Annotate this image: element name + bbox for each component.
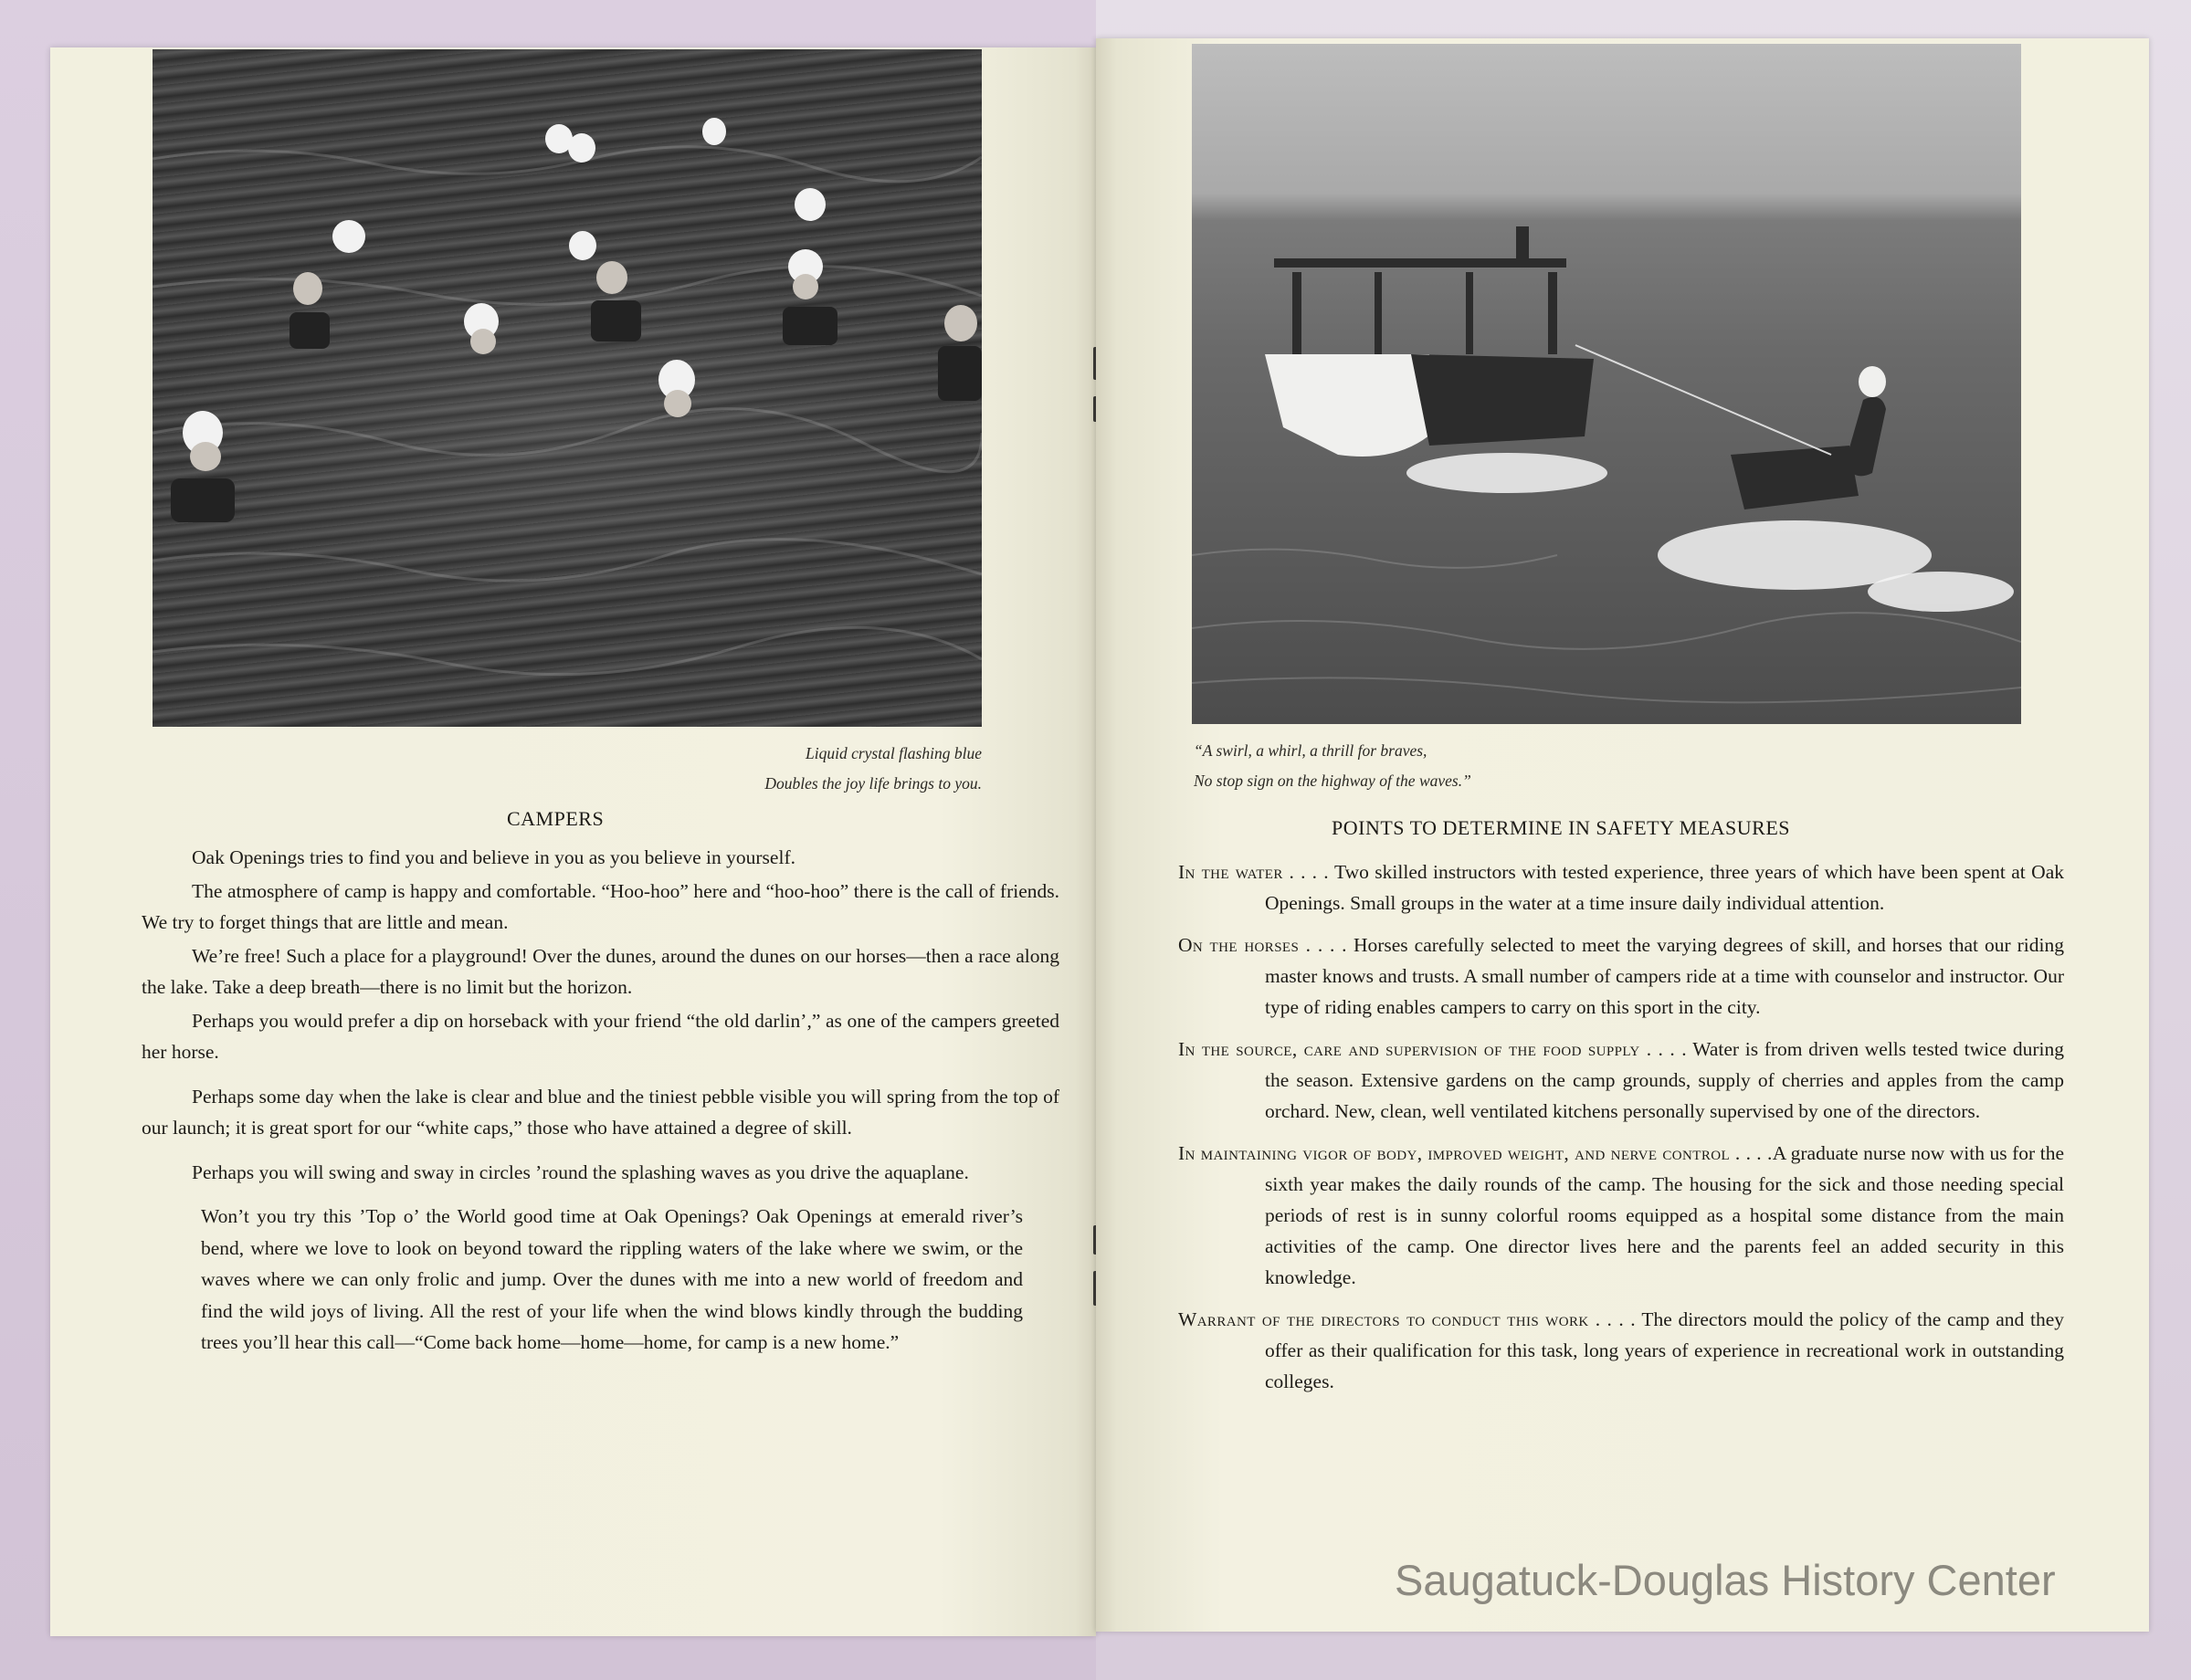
safety-item-health <box>1178 1138 2064 1293</box>
campers-heading: CAMPERS <box>507 807 605 830</box>
swimmers-caption <box>764 739 982 799</box>
item-lead: In maintaining vigor of body, improved weight, and nerve control . . . . <box>1178 1142 1773 1164</box>
item-text: Two skilled instructors with tested experience, three years of which have been spent at Oak Openings. Small groups in the water at a time insure daily individual attention. <box>1265 861 2064 914</box>
caption-line: Doubles the joy life brings to you. <box>764 774 982 793</box>
paragraph: Oak Openings tries to find you and believe in you as you believe in yourself. <box>192 846 795 868</box>
left-page <box>50 47 1096 1636</box>
paragraph: We’re free! Such a place for a playground! Over the dunes, around the dunes on our horses—then a race along the lake. Take a deep breath—there is no limit but the horizon. <box>142 944 1059 998</box>
item-lead: On the horses . . . . <box>1178 934 1347 956</box>
aquaplane-caption <box>1194 736 1471 796</box>
caption-line: No stop sign on the highway of the waves.” <box>1194 772 1471 790</box>
safety-item-horses <box>1178 929 2064 1023</box>
swimmers-illustration <box>153 49 982 727</box>
item-text: Horses carefully selected to meet the varying degrees of skill, and horses that our riding master knows and trusts. A small number of campers ride at a time with counselor and instructor. Our type of riding enables campers to carry on this sport in the city. <box>1265 934 2064 1018</box>
safety-item-water <box>1178 856 2064 919</box>
aquaplane-photo <box>1192 44 2021 724</box>
paragraph: Perhaps some day when the lake is clear and blue and the tiniest pebble visible you will spring from the top of our launch; it is great sport for our “white caps,” those who have attained a degree of skill. <box>142 1085 1059 1139</box>
campers-body <box>142 842 1059 1359</box>
item-text: A graduate nurse now with us for the sixth year makes the daily rounds of the camp. The housing for the sick and those needing special periods of rest is in sunny colorful rooms equipped as a hospital some distance from the main activities of the camp. One director lives here and the parents feel an added security in this knowledge. <box>1265 1142 2064 1288</box>
item-text: The directors mould the policy of the camp and they offer as their qualification for this task, long years of experience in recreational work in outstanding colleges. <box>1265 1308 2064 1392</box>
item-lead: In the water . . . . <box>1178 861 1329 883</box>
item-text: Water is from driven wells tested twice during the season. Extensive gardens on the camp grounds, supply of cherries and apples from the camp orchard. New, clean, well ventilated kitchens personally supervised by one of the directors. <box>1265 1038 2064 1122</box>
item-lead: Warrant of the directors to conduct this work . . . . <box>1178 1308 1637 1330</box>
caption-line: “A swirl, a whirl, a thrill for braves, <box>1194 741 1427 760</box>
invitation-quote: Won’t you try this ’Top o’ the World good time at Oak Openings? Oak Openings at emerald river’s bend, where we love to look on beyond toward the rippling waters of the lake where we swim, or the waves where we can only frolic and jump. Over the dunes with me into a new world of freedom and find the wild joys of living. All the rest of your life when the wind blows kindly through the budding trees you’ll hear this call—“Come back home—home—home, for camp is a new home.” <box>201 1205 1023 1353</box>
paragraph: The atmosphere of camp is happy and comfortable. “Hoo-hoo” here and “hoo-hoo” there is the call of friends. We try to forget things that are little and mean. <box>142 879 1059 933</box>
swimmers-photo <box>153 49 982 727</box>
aquaplane-illustration <box>1192 44 2021 724</box>
safety-heading: POINTS TO DETERMINE IN SAFETY MEASURES <box>1332 816 1791 839</box>
paragraph: Perhaps you would prefer a dip on horseback with your friend “the old darlin’,” as one of the campers greeted her horse. <box>142 1009 1059 1063</box>
caption-line: Liquid crystal flashing blue <box>806 744 982 762</box>
safety-measures-list <box>1178 856 2064 1408</box>
right-page <box>1096 38 2149 1632</box>
item-lead: In the source, care and supervision of the food supply . . . . <box>1178 1038 1687 1060</box>
paragraph: Perhaps you will swing and sway in circles ’round the splashing waves as you drive the aquaplane. <box>192 1160 969 1183</box>
safety-item-food <box>1178 1034 2064 1127</box>
watermark: Saugatuck-Douglas History Center <box>1395 1556 2056 1604</box>
safety-item-directors <box>1178 1304 2064 1397</box>
